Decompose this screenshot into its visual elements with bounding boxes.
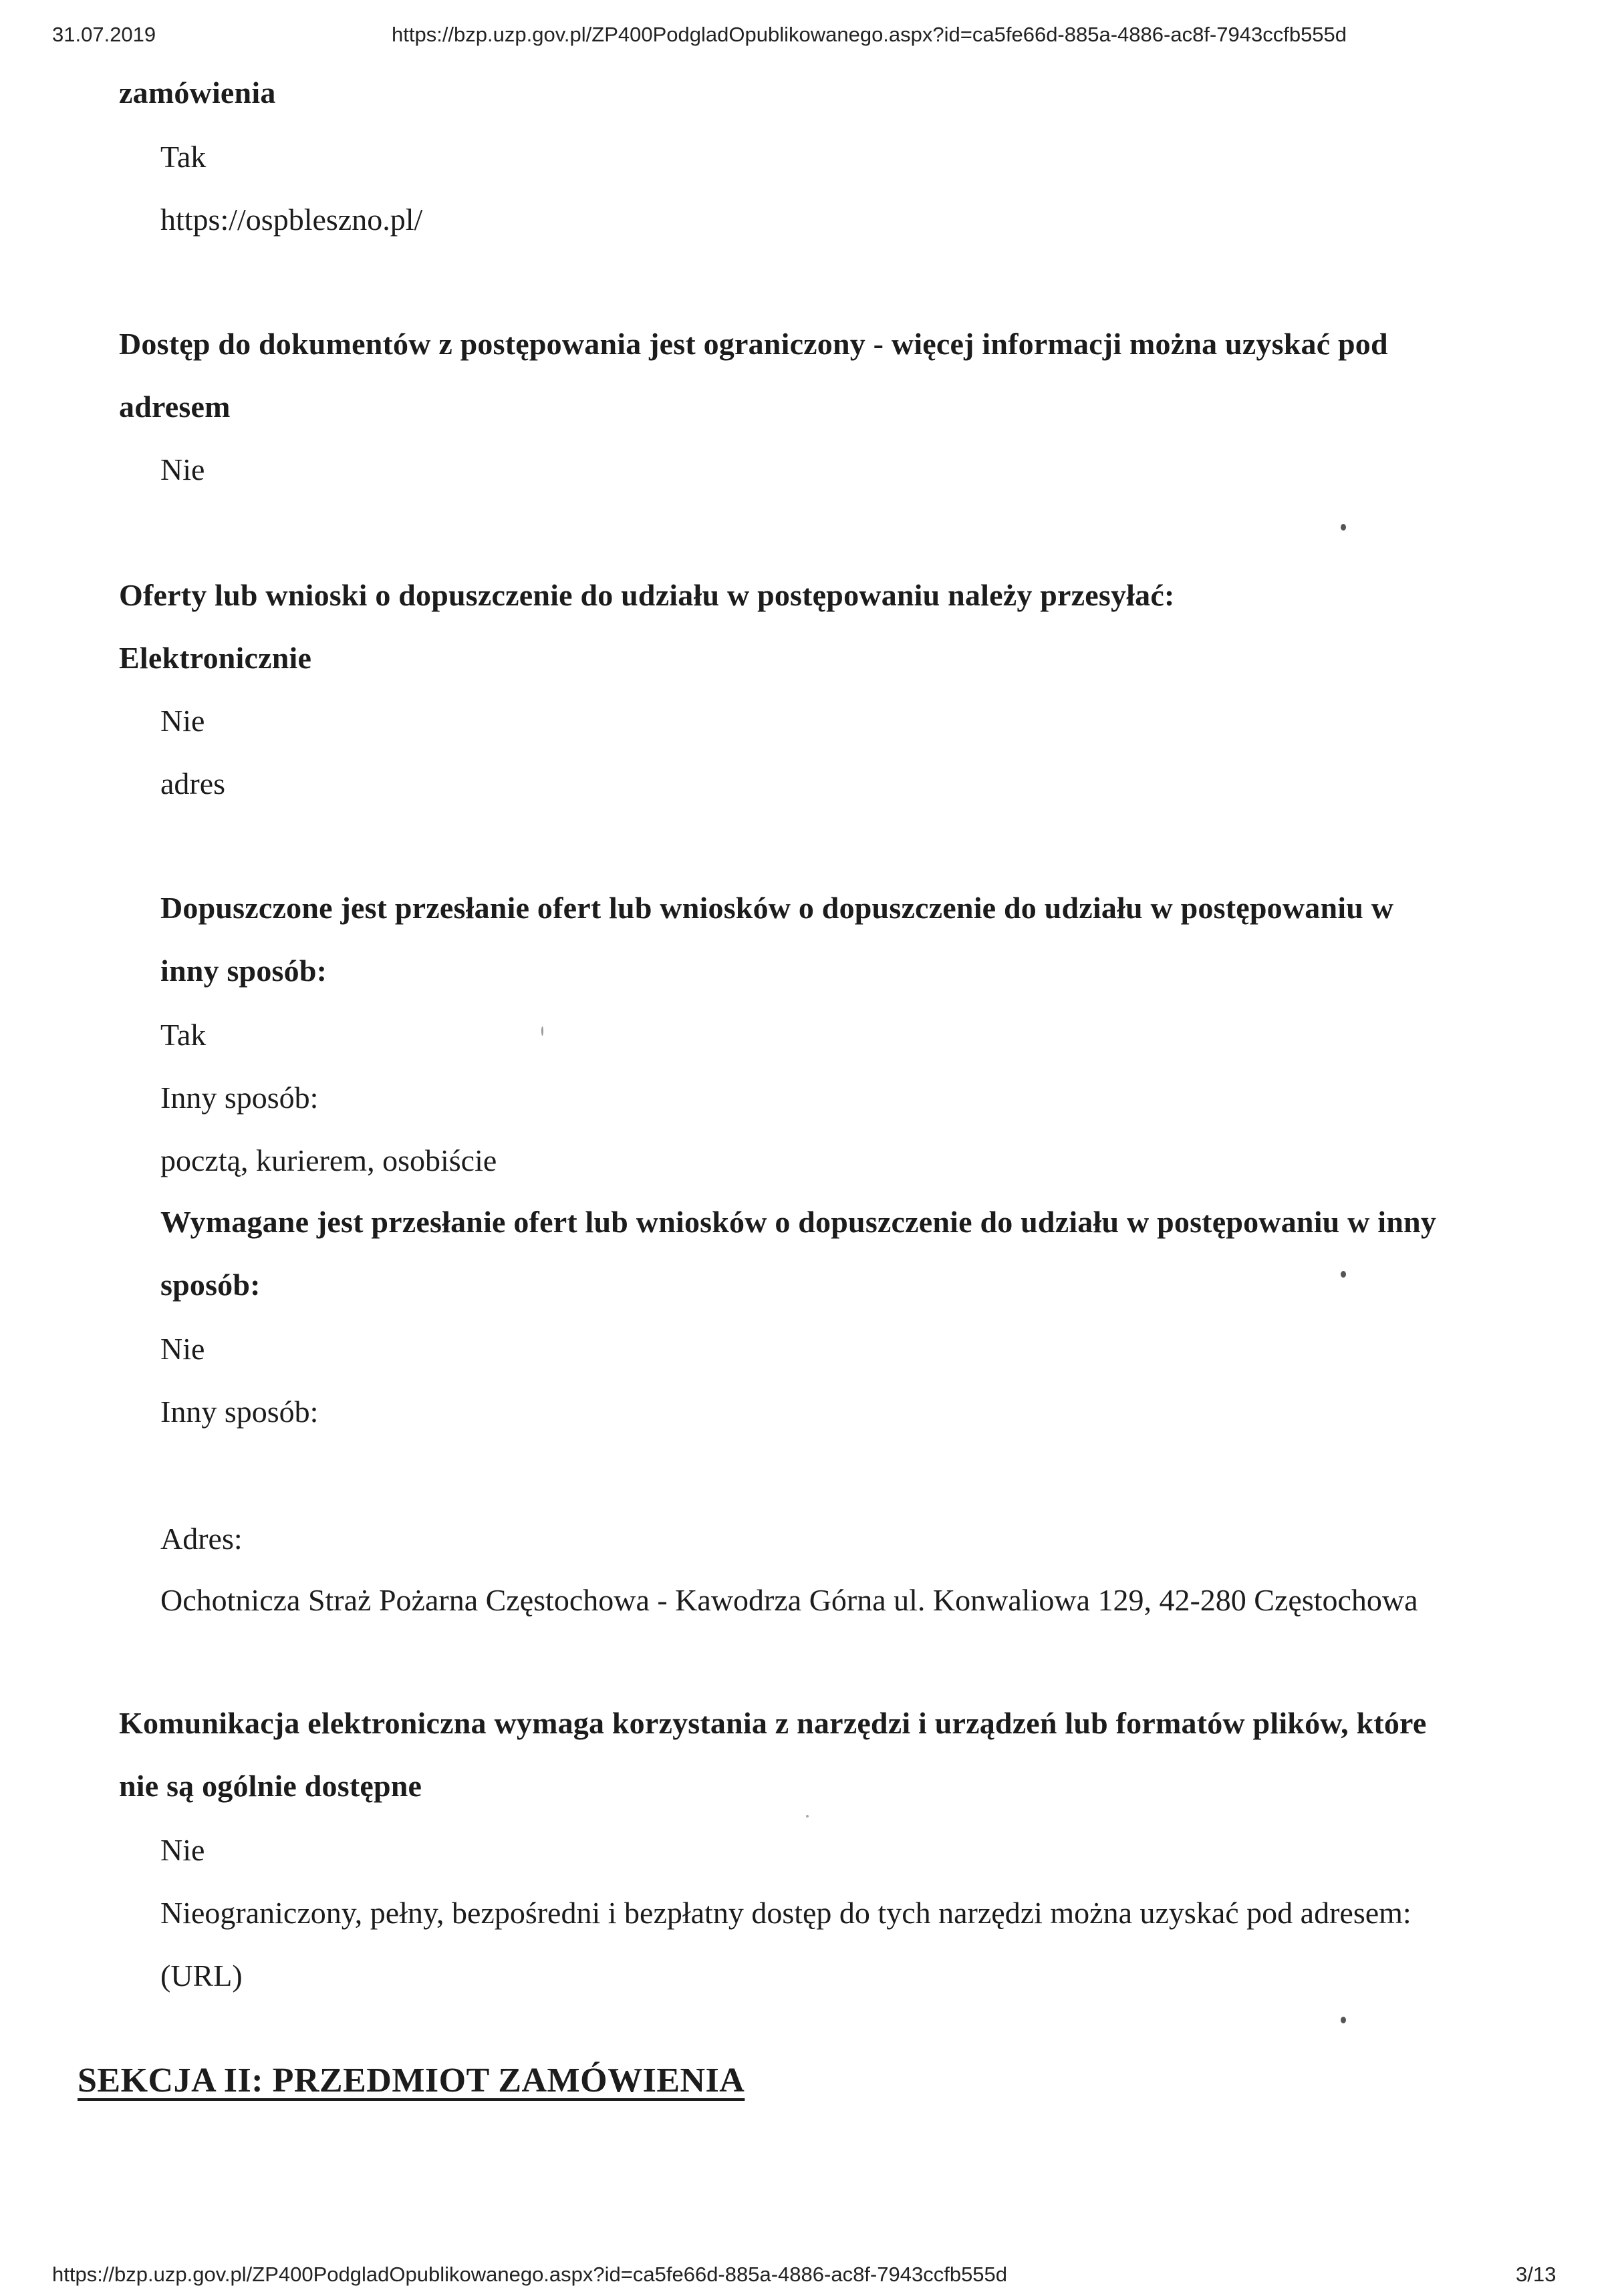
field-answer: Tak (160, 140, 207, 174)
field-url: https://ospbleszno.pl/ (160, 202, 423, 237)
field-label: Inny sposób: (160, 1395, 319, 1429)
question-text: Dopuszczone jest przesłanie ofert lub wniosków o dopuszczenie do udziału w postępowaniu w (160, 891, 1394, 925)
field-label: Adres: (160, 1522, 243, 1556)
scan-speck (1341, 2017, 1346, 2023)
field-value: Nieograniczony, pełny, bezpośredni i bezpłatny dostęp do tych narzędzi można uzyskać pod adresem: (160, 1896, 1412, 1930)
header-url: https://bzp.uzp.gov.pl/ZP400PodgladOpublikowanego.aspx?id=ca5fe66d-885a-4886-ac8f-7943ccfb555d (392, 23, 1347, 46)
field-answer: Nie (160, 452, 205, 486)
scan-speck (541, 1026, 543, 1036)
question-text: sposób: (160, 1268, 261, 1302)
field-value: pocztą, kurierem, osobiście (160, 1143, 497, 1177)
field-value: Ochotnicza Straż Pożarna Częstochowa - Kawodrza Górna ul. Konwaliowa 129, 42-280 Częstochowa (160, 1583, 1418, 1617)
field-label: Inny sposób: (160, 1081, 319, 1115)
question-text: Komunikacja elektroniczna wymaga korzystania z narzędzi i urządzeń lub formatów plików, które (119, 1706, 1427, 1740)
scan-speck (1341, 524, 1346, 531)
question-text: inny sposób: (160, 954, 327, 988)
question-text: Oferty lub wnioski o dopuszczenie do udziału w postępowaniu należy przesyłać: (119, 578, 1175, 612)
question-text: Wymagane jest przesłanie ofert lub wniosków o dopuszczenie do udziału w postępowaniu w inny (160, 1205, 1437, 1239)
question-text: Elektronicznie (119, 641, 312, 675)
field-label: adres (160, 766, 226, 801)
field-answer: Tak (160, 1018, 207, 1052)
question-text: adresem (119, 390, 231, 424)
field-answer: Nie (160, 1332, 205, 1366)
question-text: nie są ogólnie dostępne (119, 1769, 422, 1803)
question-text: Dostęp do dokumentów z postępowania jest ograniczony - więcej informacji można uzyskać pod (119, 327, 1388, 361)
field-label-tail: zamówienia (119, 76, 276, 110)
print-date: 31.07.2019 (52, 23, 156, 46)
field-label: (URL) (160, 1959, 243, 1993)
field-answer: Nie (160, 1833, 205, 1867)
page-number: 3/13 (1516, 2263, 1557, 2286)
field-answer: Nie (160, 704, 205, 738)
section-heading: SEKCJA II: PRZEDMIOT ZAMÓWIENIA (78, 2061, 745, 2100)
footer-url: https://bzp.uzp.gov.pl/ZP400PodgladOpublikowanego.aspx?id=ca5fe66d-885a-4886-ac8f-7943ccfb555d (52, 2263, 1008, 2286)
scan-speck (806, 1815, 809, 1818)
scan-speck (1341, 1271, 1346, 1278)
